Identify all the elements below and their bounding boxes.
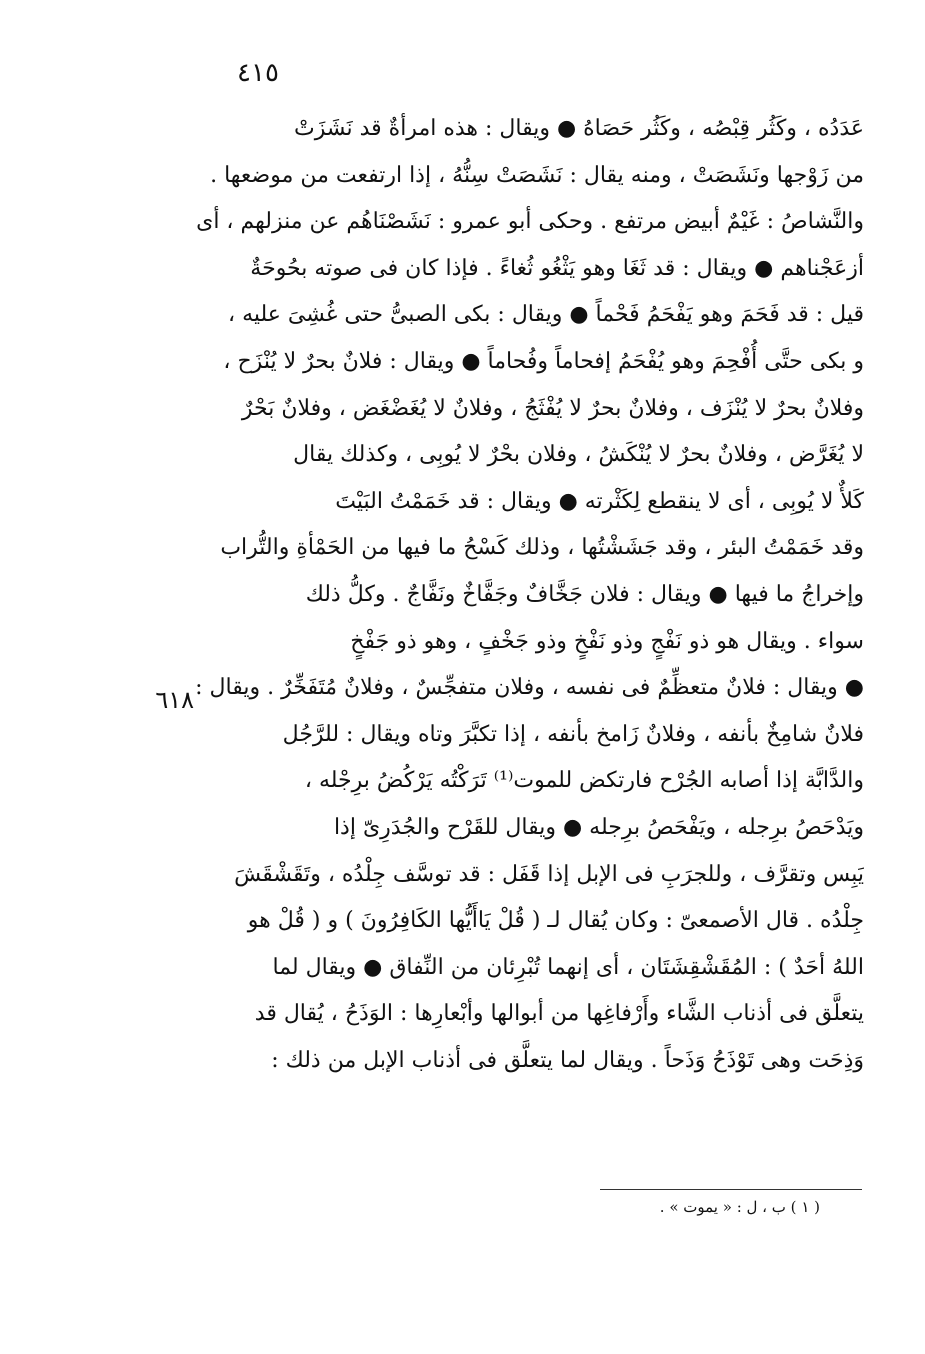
text-line: وإخراجُ ما فيها ● ويقال : فلان جَخَّافٌ وجَفَّاخٌ ونَفَّاجٌ . وكلُّ ذلك: [305, 581, 864, 607]
text-line: و بكى حتَّى أُفْحِمَ وهو يُفْحَمُ إفحاماً وفُحاماً ● ويقال : فلانٌ بحرٌ لا يُنْزَح ،: [223, 348, 864, 374]
text-line: ● ويقال : فلانٌ متعظِّمٌ فى نفسه ، وفلان متفجِّسٌ ، وفلانٌ مُتَفَخِّرٌ . ويقال :: [195, 675, 864, 701]
text-line: يتعلَّق فى أذناب الشَّاء وأَرْفاغِها من أبوالها وأبْعارِها : الوَذَحُ ، يُقال قد: [254, 1001, 864, 1027]
text-line: جِلْدُه . قال الأصمعىّ : وكان يُقال لـ ( قُلْ يَاأَيُّها الكَافِرُونَ ) و ( قُلْ هو: [247, 908, 864, 934]
text-line: يَبِس وتقرَّف ، وللجرَبِ فى الإبل إذا قَفَل : قد توسَّف جِلْدُه ، وتَقَشْقَشَ: [234, 861, 864, 887]
text-line: وَذِحَت وهى تَوْذَحُ وَذَحاً . ويقال لما يتعلَّق فى أذناب الإبل من ذلك :: [271, 1047, 864, 1073]
page-number: ٤١٥: [237, 58, 279, 88]
body-text: [140, 106, 864, 1084]
text-line: ويَدْحَصُ برِجله ، ويَفْحَصُ برِجله ● ويقال للقَرْح والجُدَرِىّ إذا: [333, 814, 864, 840]
text-line: اللهُ أحَدٌ ) : المُقَشْقِشَتَان ، أى إنهما تُبْرِئان من النِّفاق ● ويقال لما: [272, 954, 864, 980]
margin-note: ٦١٨: [155, 686, 194, 714]
text-line: وقد خَمَمْتُ البئر ، وقد جَشَشْتُها ، وذلك كَسْحُ ما فيها من الحَمْأةِ والتُّراب: [220, 535, 864, 561]
text-line: أزعَجْناهم ● ويقال : قد ثَغَا وهو يَثْغُو ثُغاءً . فإذا كان فى صوته بحُوحَةٌ: [250, 255, 864, 281]
text-line: وفلانٌ بحرٌ لا يُنْزَف ، وفلانٌ بحرٌ لا يُفْثَجُ ، وفلانٌ لا يُغَضْغَض ، وفلانٌ بَحْرٌ: [241, 395, 864, 421]
text-line: عَدَدُه ، وكَثُر قِبْصُه ، وكَثُر حَصَاهُ ● ويقال : هذه امرأةٌ قد نَشَزَتْ: [294, 116, 864, 141]
text-line: والدَّابَّة إذا أصابه الجُرْح فارتكض للموت⁽¹⁾ تَرَكْتُه يَرْكُضُ برِجْله ،: [304, 768, 864, 794]
text-line: سواء . ويقال هو ذو نَفْجٍ وذو نَفْخٍ وذو جَخْفٍ ، وهو ذو جَفْخٍ: [350, 628, 864, 654]
footnote: ( ١ ) ب ، ل : « يموت » .: [659, 1198, 820, 1216]
text-line: فلانٌ شامِخٌ بأنفه ، وفلانٌ زَامخ بأنفه ، إذا تكبَّرَ وتاه ويقال : للرَّجُل: [282, 721, 864, 747]
text-line: لا يُغَرَّض ، وفلانٌ بحرٌ لا يُنْكَشُ ، وفلان بحْرٌ لا يُوبِى ، وكذلك يقال: [293, 442, 864, 468]
text-line: والنَّشاصُ : غَيْمٌ أبيض مرتفع . وحكى أبو عمرو : نَشَصْنَاهُم عن منزلهم ، أى: [196, 209, 864, 235]
text-line: كَلأٌ لا يُوبِى ، أى لا ينقطع لِكَثْرته ● ويقال : قد خَمَمْتُ البَيْتَ: [335, 488, 864, 514]
text-line: قيل : قد فَحَمَ وهو يَفْحَمُ فَحْماً ● ويقال : بكى الصبىُّ حتى غُشِىَ عليه ،: [227, 302, 864, 328]
footnote-rule: [600, 1189, 862, 1190]
text-line: من زَوْجها ونَشَصَتْ ، ومنه يقال : نَشَصَتْ سِنُّهُ ، إذا ارتفعت من موضعها .: [210, 162, 864, 188]
